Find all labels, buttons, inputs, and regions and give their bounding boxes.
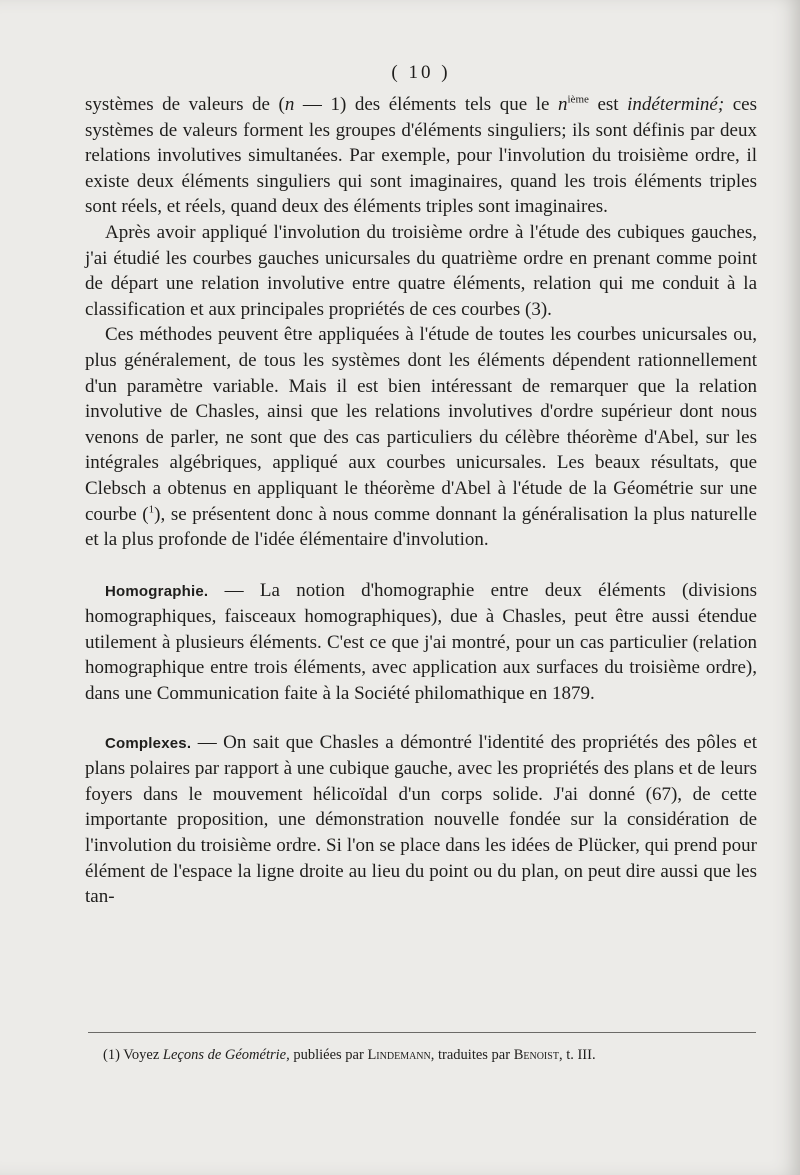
paragraph-complexes [85, 730, 757, 910]
paragraph-1-part-c: est [588, 94, 628, 115]
superscript-base: n [558, 94, 568, 115]
footnote-author-benoist: Benoist [513, 1047, 559, 1063]
section-heading-homographie: Homographie. [105, 582, 209, 600]
footnote-text-2: publiées par [289, 1047, 368, 1063]
homographie-text: — La notion d'homographie entre deux éléments (divisions homographiques, faisceaux homographiques), due à Chasles, peut être aussi étendue utilement à plusieurs éléments. C'est ce que j'ai montré, pour un cas particulier (relation homographique entre trois éléments, avec application aux surfaces du troisième ordre), dans une Communication faite à la Société philomathique en 1879. [85, 579, 757, 705]
section-spacer [85, 707, 757, 730]
footnote-text-3: , traduites par [430, 1047, 514, 1063]
variable-n: n [284, 94, 295, 115]
paragraph-1 [85, 92, 757, 220]
footnote-text-1: Voyez [119, 1047, 163, 1063]
paragraph-1-rest: ces systèmes de valeurs forment les groupes d'éléments singuliers; ils sont définis par deux relations involutives simultanées. Par exemple, pour l'involution du troisième ordre, il existe deux éléments singuliers qui sont imaginaires, quand les trois éléments triples sont réels, et réels, quand deux des éléments triples sont imaginaires. [85, 94, 757, 218]
footnote-text-4: , t. III. [558, 1047, 596, 1063]
section-spacer [85, 553, 757, 578]
paragraph-3-end: ), se présentent donc à nous comme donnant la généralisation la plus naturelle et la plus profonde de l'idée élémentaire d'involution. [85, 503, 757, 551]
emphasis-indetermine: indéterminé; [627, 94, 725, 115]
complexes-text: — On sait que Chasles a démontré l'identité des propriétés des pôles et plans polaires par rapport à une cubique gauche, avec les propriétés des plans et de leurs foyers dans le mouvement hélicoïdal d'un corps solide. J'ai donné (67), de cette importante proposition, une démonstration nouvelle fondée sur la considération de l'involution du troisième ordre. Si l'on se place dans les idées de Plücker, qui prend pour élément de l'espace la ligne droite au lieu du point ou du plan, on peut dire aussi que les tan- [85, 731, 757, 908]
footnote-marker: (1) [103, 1047, 120, 1063]
page-number: ( 10 ) [391, 62, 451, 83]
paragraph-homographie [85, 578, 757, 707]
footnote [103, 1045, 763, 1065]
paragraph-1-start: systèmes de valeurs de ( [85, 94, 285, 115]
footnote-title: Leçons de Géométrie, [162, 1047, 290, 1063]
section-heading-complexes: Complexes. [105, 734, 192, 752]
main-text [85, 60, 757, 910]
paragraph-3-start: Ces méthodes peuvent être appliquées à l'étude de toutes les courbes unicursales ou, plus généralement, de tous les systèmes dont les éléments dépendent rationnellement d'un paramètre variable. Mais il est bien intéressant de remarquer que la relation involutive de Chasles, ainsi que les relations involutives d'ordre supérieur dont nous venons de parler, ne sont que des cas particuliers du célèbre théorème d'Abel, sur les intégrales algébriques, appliqué aux courbes unicursales. Les beaux résultats, que Clebsch a obtenus en appliquant le théorème d'Abel à l'étude de la Géométrie sur une courbe ( [85, 324, 757, 525]
paragraph-2: Après avoir appliqué l'involution du troisième ordre à l'étude des cubiques gauches, j'ai étudié les courbes gauches unicursales du quatrième ordre en prenant comme point de départ une relation involutive entre quatre éléments, relation qui me conduit à la classification et aux principales propriétés de ces courbes (3). [85, 221, 757, 320]
footnote-divider [88, 1032, 756, 1033]
footnote-author-lindemann: Lindemann [367, 1047, 431, 1063]
paragraph-3 [85, 322, 757, 552]
footnote-reference: 1 [148, 503, 155, 516]
paragraph-1-part-b: — 1) des éléments tels que le [294, 94, 558, 115]
superscript-ieme: ième [567, 93, 589, 106]
